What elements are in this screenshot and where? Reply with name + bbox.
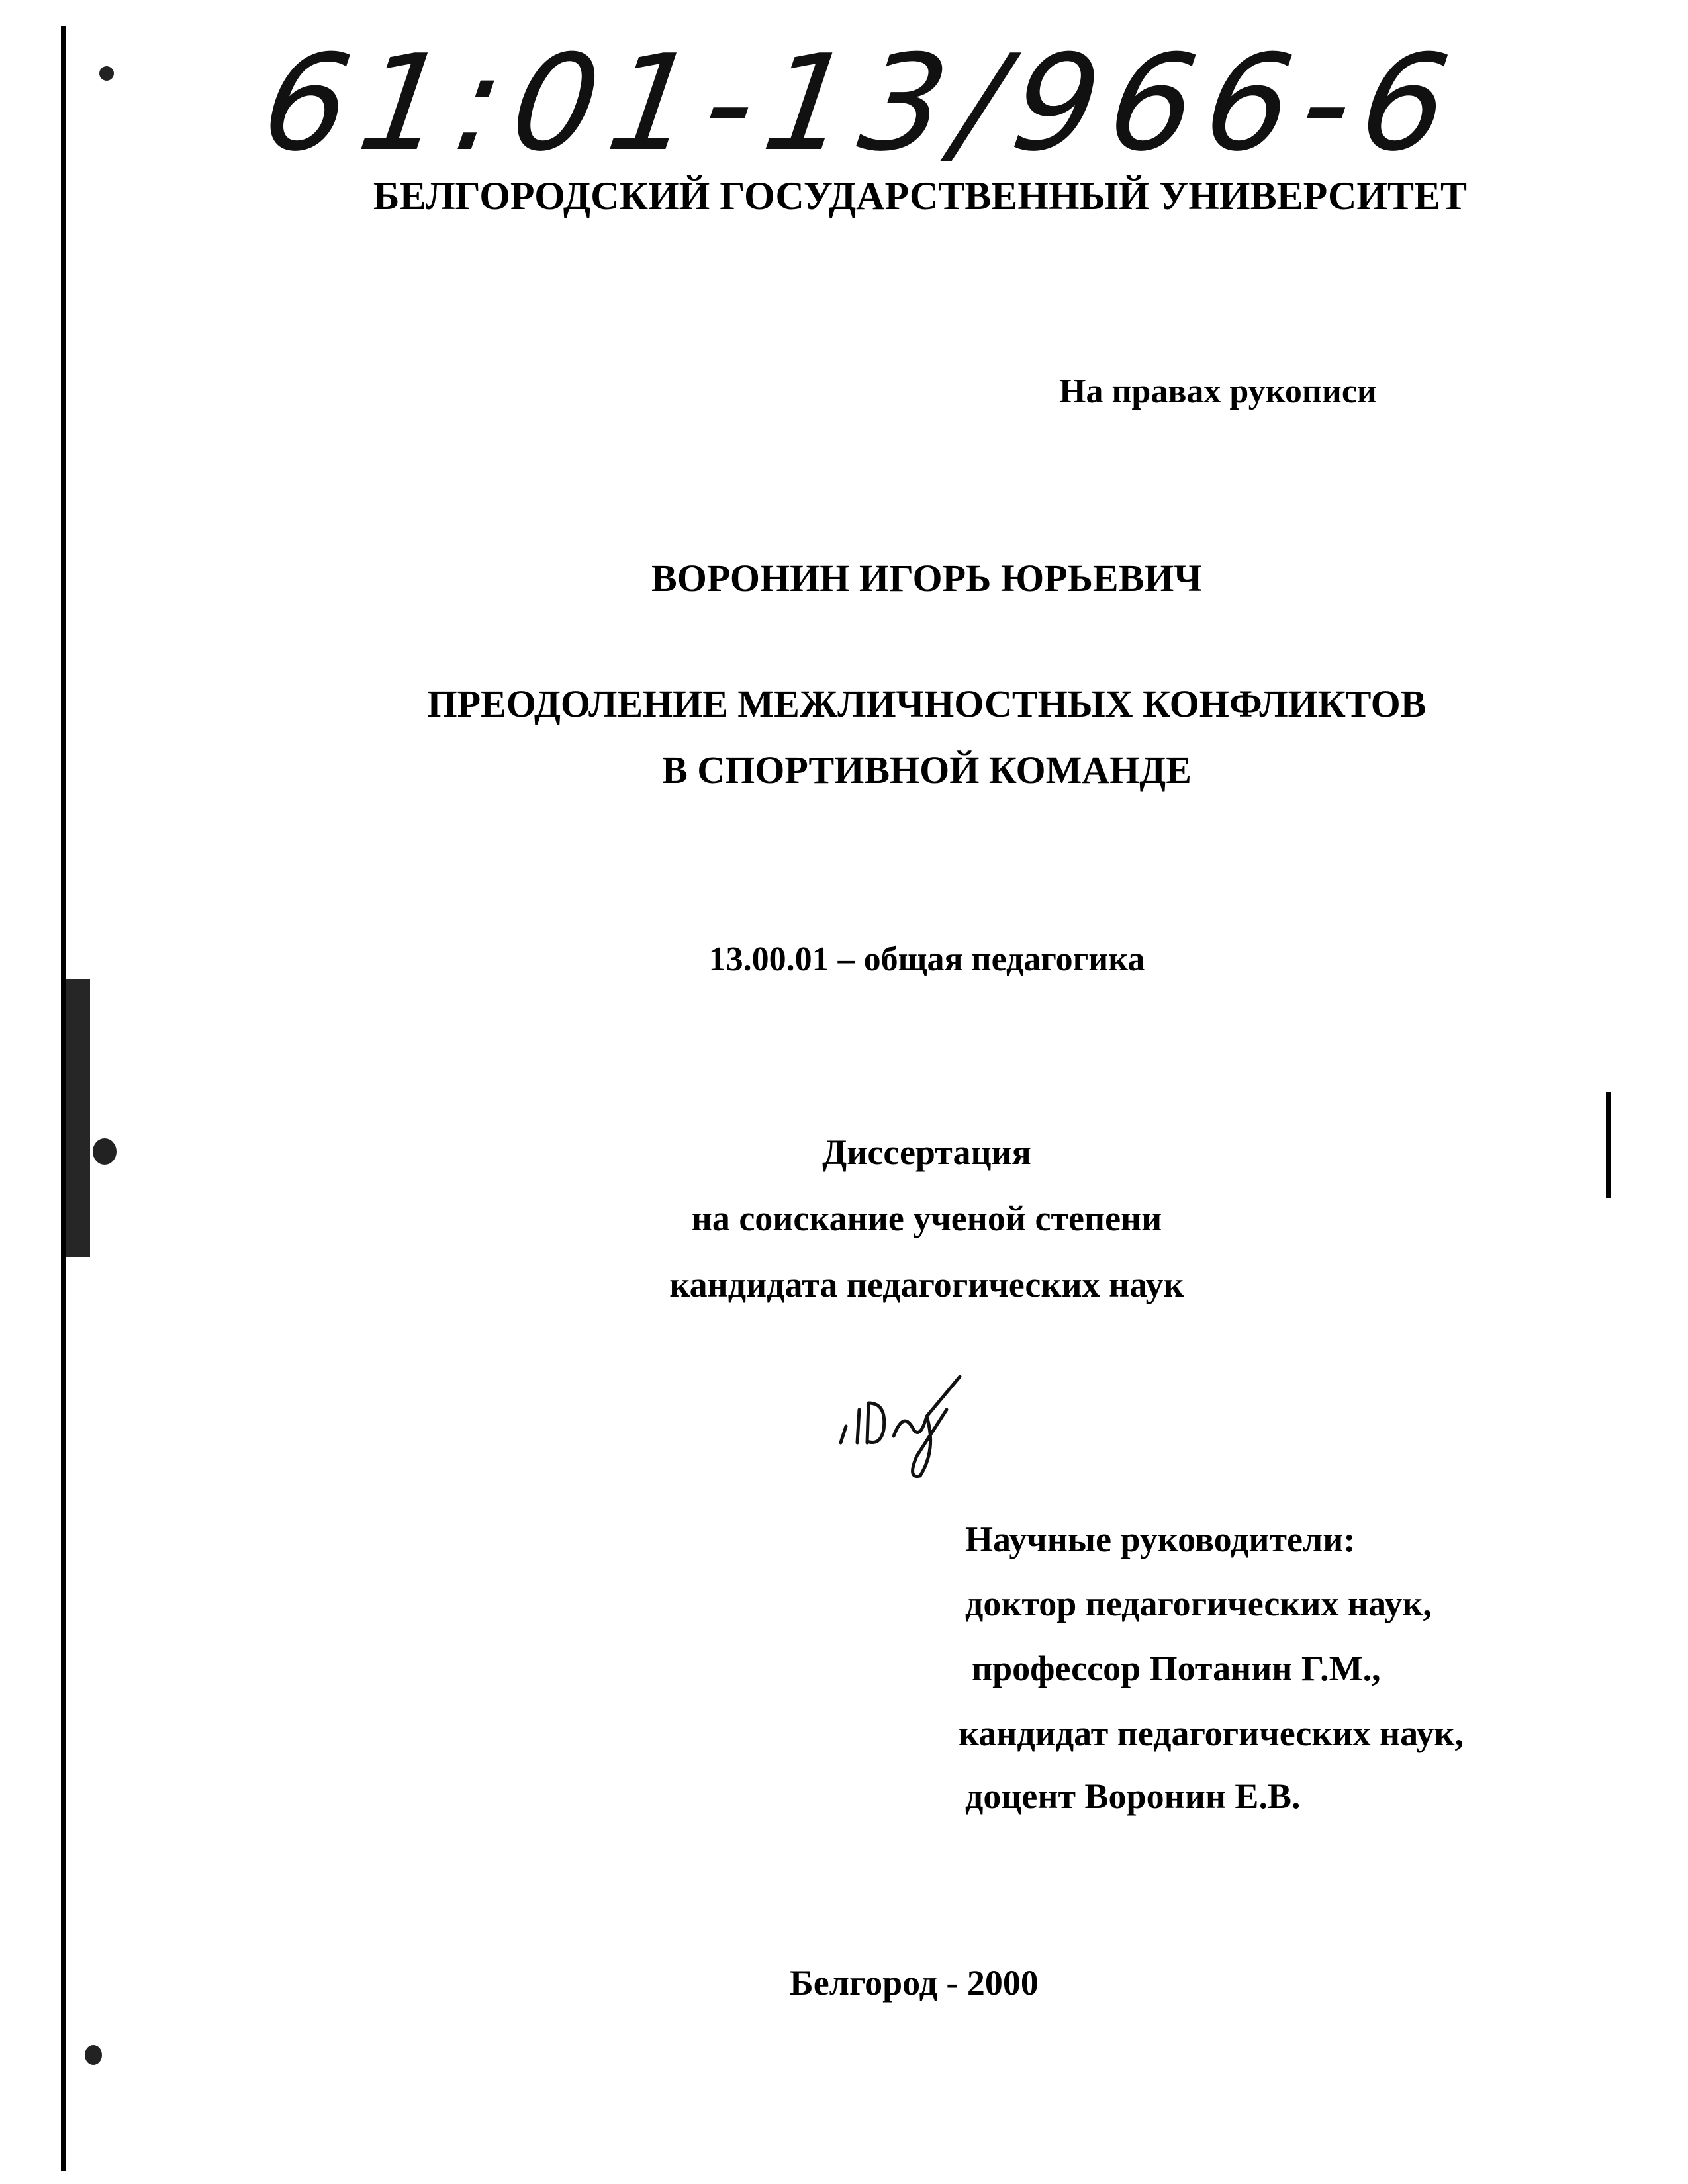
specialty-code: 13.00.01 – общая педагогика: [708, 940, 1145, 978]
supervisor-line-4: доцент Воронин Е.В.: [965, 1776, 1301, 1816]
university-name: БЕЛГОРОДСКИЙ ГОСУДАРСТВЕННЫЙ УНИВЕРСИТЕТ: [373, 174, 1468, 218]
degree-line-3: кандидата педагогических наук: [669, 1265, 1184, 1304]
place-year: Белгород - 2000: [790, 1963, 1039, 2003]
scan-speck: [85, 2045, 102, 2065]
rights-note: На правах рукописи: [1059, 373, 1377, 410]
supervisors-heading: Научные руководители:: [965, 1520, 1356, 1559]
archive-number: 61:01-13/966-6: [254, 26, 1470, 181]
scan-speck: [99, 66, 114, 81]
degree-line-1: Диссертация: [822, 1132, 1031, 1172]
author-name: ВОРОНИН ИГОРЬ ЮРЬЕВИЧ: [651, 557, 1202, 600]
supervisor-line-3: кандидат педагогических наук,: [959, 1713, 1464, 1753]
dissertation-title-line-2: В СПОРТИВНОЙ КОМАНДЕ: [662, 749, 1192, 792]
supervisor-line-1: доктор педагогических наук,: [965, 1584, 1432, 1623]
dissertation-title-line-1: ПРЕОДОЛЕНИЕ МЕЖЛИЧНОСТНЫХ КОНФЛИКТОВ: [427, 682, 1427, 725]
degree-line-2: на соискание ученой степени: [691, 1199, 1162, 1238]
signature-icon: [827, 1363, 993, 1482]
supervisor-line-2: профессор Потанин Г.М.,: [972, 1649, 1381, 1688]
